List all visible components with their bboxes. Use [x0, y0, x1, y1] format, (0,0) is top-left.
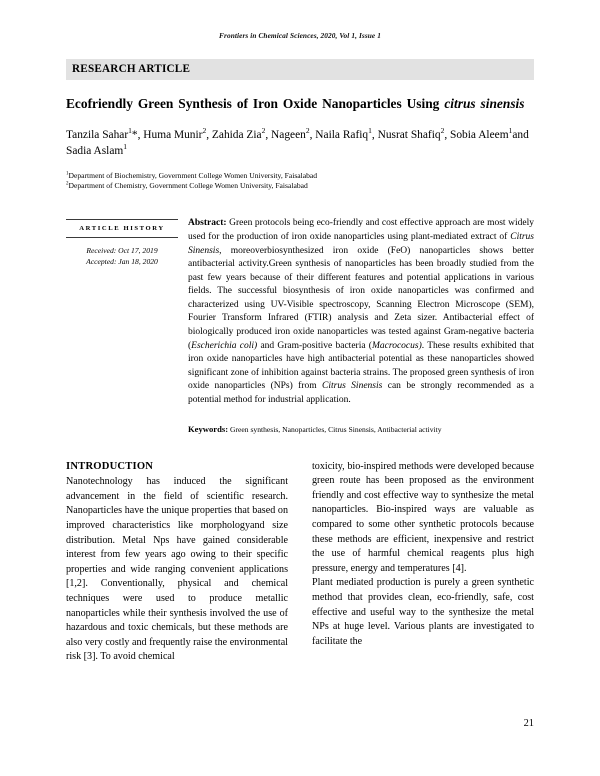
body-column-left [66, 460, 288, 665]
title-main: Ecofriendly Green Synthesis of Iron Oxide Nanoparticles Using [66, 96, 445, 111]
research-article-banner [66, 59, 534, 80]
abstract-italic-4: Citrus Sinensis [322, 381, 383, 392]
page-content [66, 0, 534, 665]
affiliation-sup: 1 [66, 170, 69, 176]
abstract-italic-3: Macrococus) [371, 340, 422, 351]
article-history-dates [66, 246, 178, 267]
author-list: Tanzila Sahar$^1$*, Huma Munir$^2$, Zahida Zia$^2$, Nageen$^2$, Naila Rafiq$^1$, Nusrat Shafiq$^2$, Sobia Aleem$^1$and Sadia Aslam$^1$ [66, 125, 529, 157]
keywords [188, 424, 534, 435]
abstract-italic-1: Citrus Sinensis [188, 231, 534, 256]
author-sup: 1 [128, 125, 132, 135]
right-column-paragraph-1: toxicity, bio-inspired methods were developed because green route has been proposed as the environment friendly and cost effective way to synthesize the metal nanoparticles. Bio-inspired ways are valuable as compared to some other synthetic protocols because these methods are efficient, inexpensive and restrict the use of harmful chemical reagents plus high pressure, energy and temperatures [4]. [312, 460, 534, 574]
abstract-label: Abstract: [188, 218, 227, 229]
section-heading-introduction: INTRODUCTION [66, 460, 154, 472]
abstract-part-3: and Gram-positive bacteria ( [257, 340, 372, 351]
keywords-label: Keywords: [188, 423, 229, 434]
author-sup: 2 [305, 125, 310, 135]
page-title [66, 95, 534, 114]
abstract-part-1: Green protocols being eco-friendly and cost effective approach are most widely used for the production of iron oxide nanoparticles using plant-mediated extract of [188, 218, 534, 242]
right-column-paragraph-2: Plant mediated production is purely a green synthetic method that provides clean, eco-friendly, safe, cost effective and useful way to the synthesize the metal NPs at huge level. Various plants are investigated to facilitate the [312, 577, 534, 647]
affiliations [66, 171, 534, 192]
abstract-italic-2: Escherichia coli) [191, 340, 258, 351]
abstract-part-4: . These results exhibited that iron oxide nanoparticles have high antibacterial potential as these nanoparticles showed significant zone of inhibition against bacteria strains. The proposed green synthesis of iron oxide nanoparticles (NPs) from [188, 340, 534, 392]
banner-label: RESEARCH ARTICLE [72, 63, 191, 75]
author-sup: 1 [368, 125, 372, 135]
received-date: Received: Oct 17, 2019 [86, 246, 158, 256]
author-sup: 2 [261, 125, 266, 135]
running-head: Frontiers in Chemical Sciences, 2020, Vol 1, Issue 1 [219, 31, 381, 40]
author-sup: 1 [508, 125, 513, 135]
article-history-title: ARTICLE HISTORY [79, 225, 165, 233]
page-number: 21 [523, 718, 534, 729]
body-column-right [312, 460, 534, 665]
author-sup: 1 [123, 141, 128, 151]
accepted-date: Accepted: Jan 18, 2020 [86, 256, 158, 266]
history-rule-bottom [66, 237, 178, 238]
left-column-paragraph: Nanotechnology has induced the significant advancement in the field of scientific research. Nanoparticles have the unique properties that based on improved characteristics like morphologyand size distribution. Metal Nps have gained considerable interest from few years ago owing to their specific properties and wide ranging convenient applications [1,2]. Conventionally, physical and chemical techniques were used to produce metallic nanoparticles while their synthesis involved the use of hazardous and toxic chemicals, but these methods are also very costly and frequently raise the environmental risk [3]. To avoid chemical [66, 476, 288, 663]
title-italic-species: citrus sinensis [444, 96, 525, 111]
affiliation-2: $^2$Department of Chemistry, Government College Women University, Faisalabad [66, 180, 308, 190]
abstract-text [178, 217, 534, 407]
abstract-block [66, 217, 534, 407]
abstract-part-2: , moreoverbiosynthesized iron oxide (FeO) nanoparticles shows better antibacterial activity.Green synthesis of nanoparticles has been broadly studied from the past few years because of their different features and potential applications in various fields. The successful biosynthesis of iron oxide nanoparticles was confirmed and characterized using UV-Visible spectroscopy, Scanning Electron Microscope (SEM), Fourier Transform Infrared (FTIR) analysis and Zeta sizer. Antibacterial effect of biologically produced iron oxide nanoparticles was tested against Gram-negative bacteria ( [188, 245, 534, 351]
article-history-box [66, 217, 178, 267]
author-sup: 2 [202, 125, 207, 135]
keywords-list: Green synthesis, Nanoparticles, Citrus Sinensis, Antibacterial activity [228, 424, 442, 434]
author-sup: 2 [440, 125, 445, 135]
abstract-part-5: can be strongly recommended as a potential method for industrial application. [188, 381, 534, 406]
affiliation-sup: 2 [66, 181, 69, 187]
affiliation-1: $^1$Department of Biochemistry, Government College Women University, Faisalabad [66, 170, 318, 180]
body-columns [66, 460, 534, 665]
